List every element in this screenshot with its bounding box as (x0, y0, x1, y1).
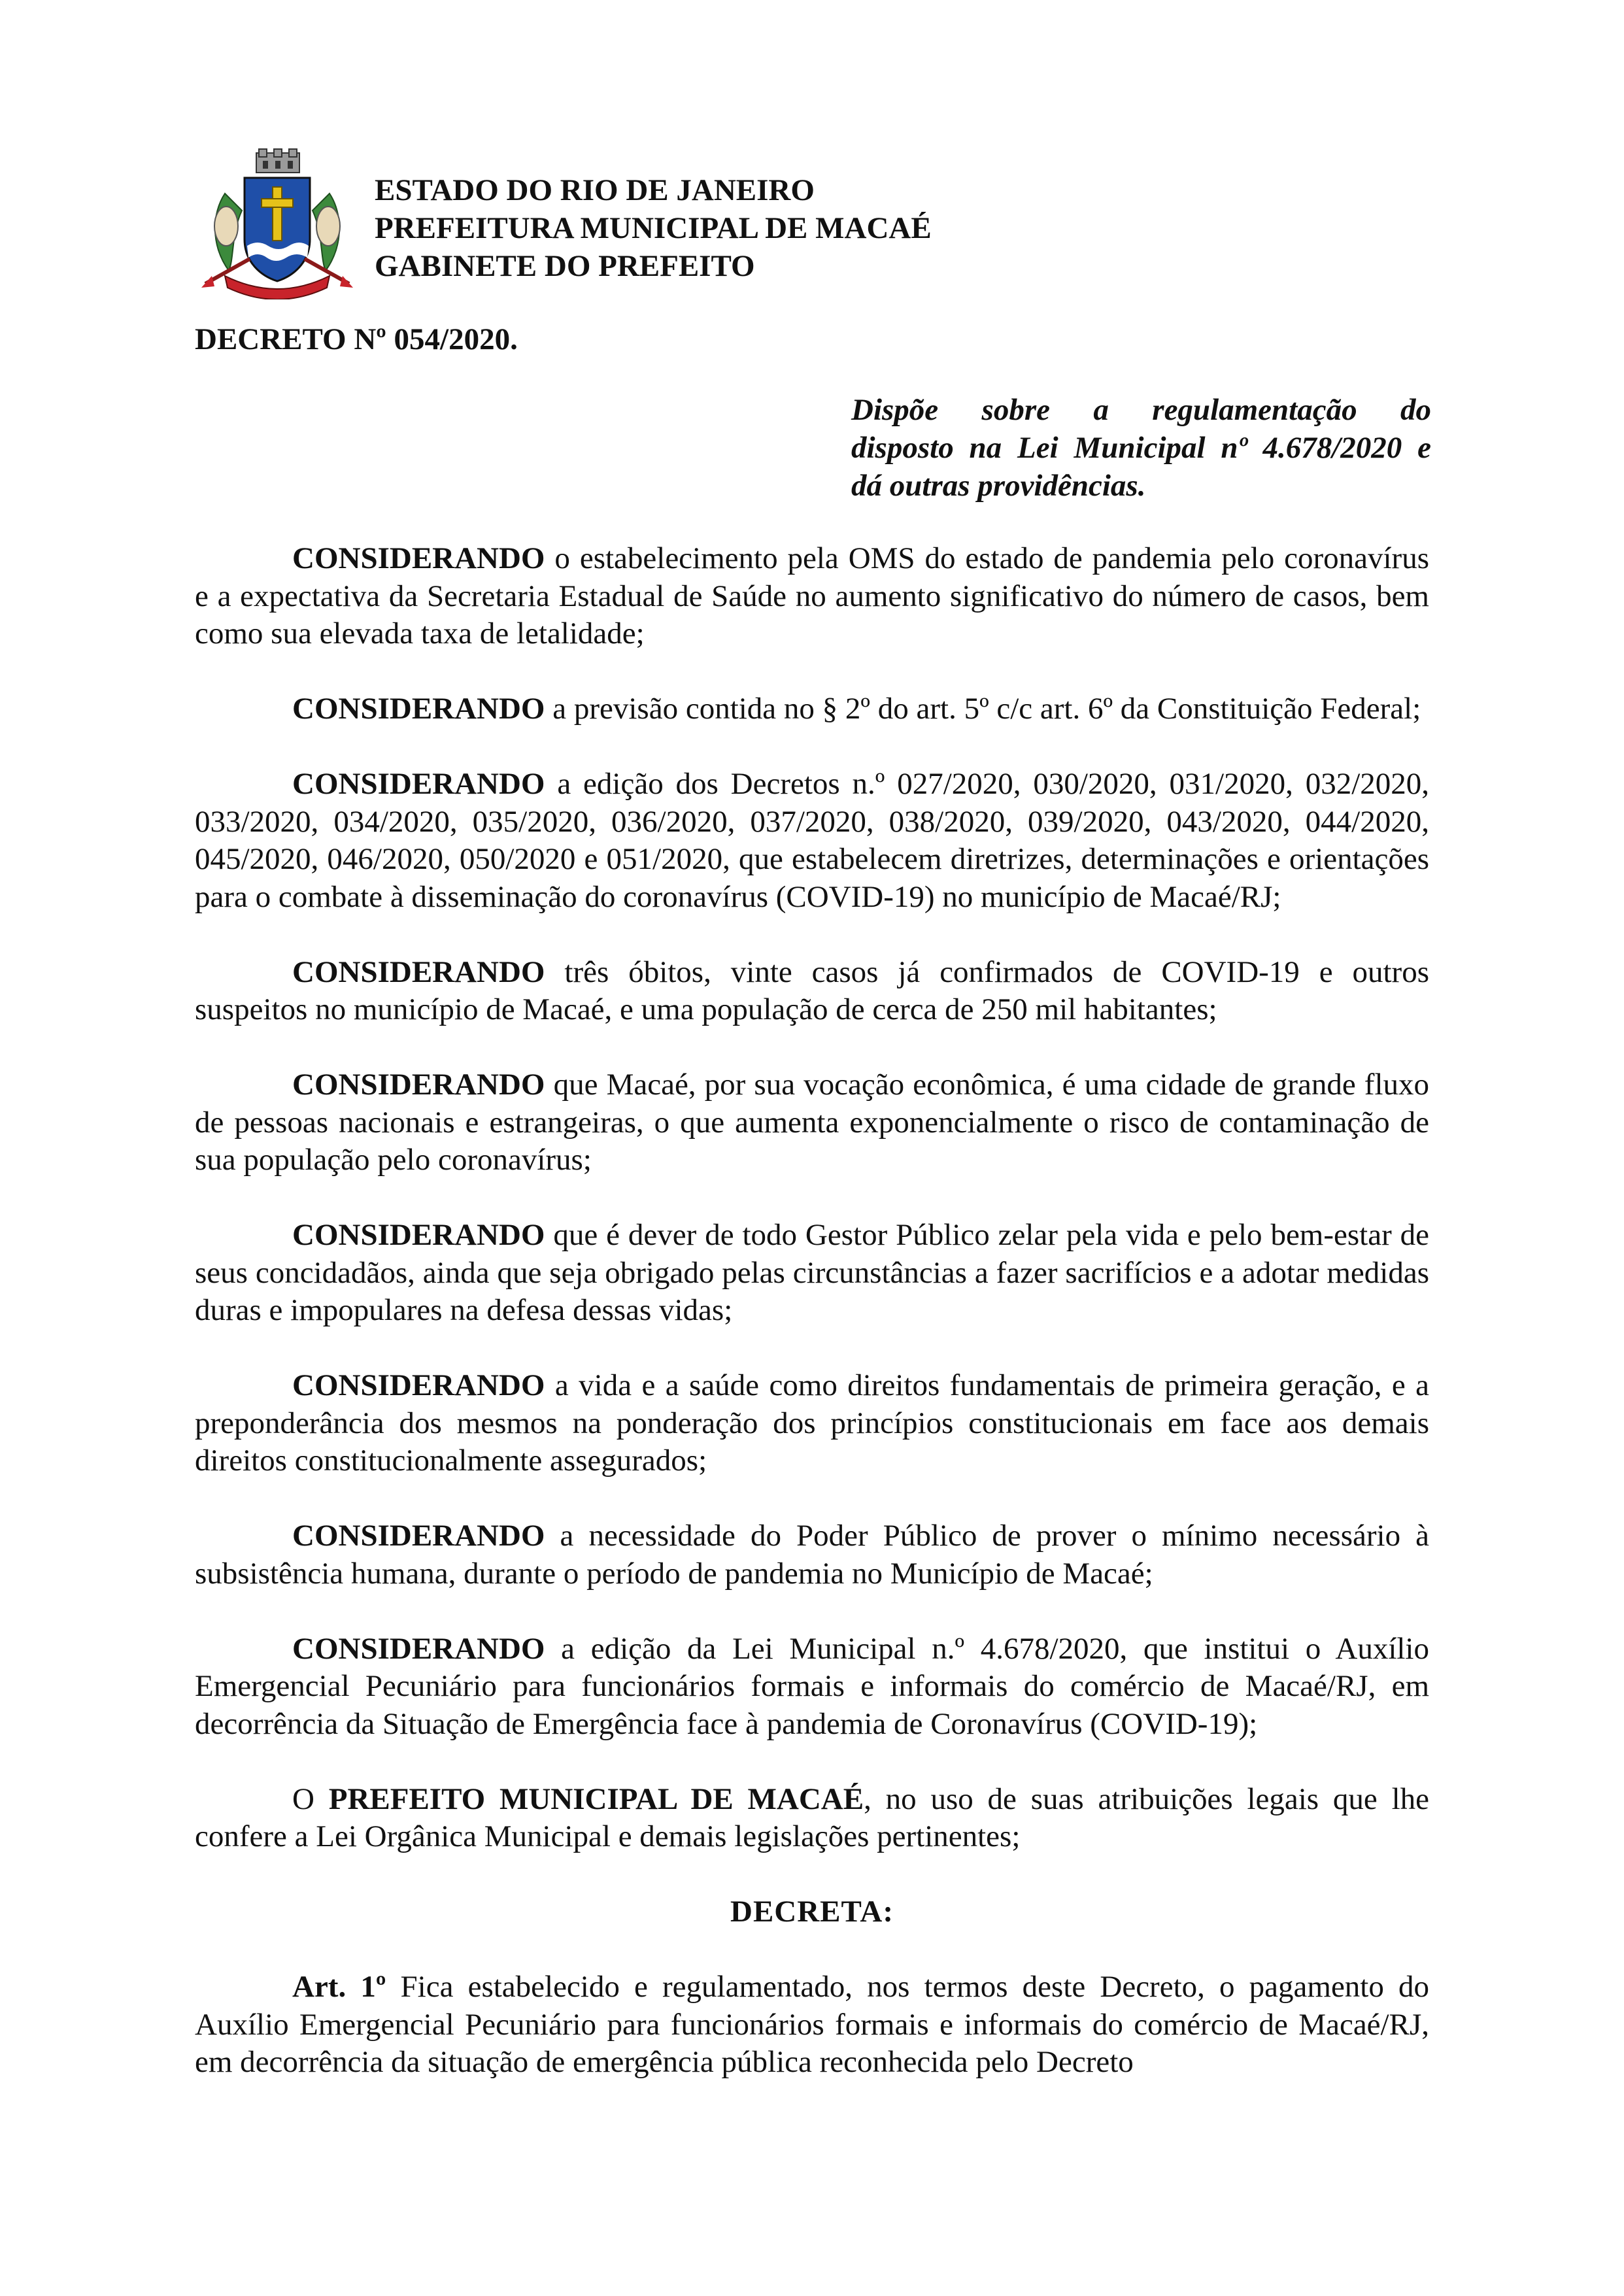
paragraph-text: o estabelecimento pela OMS do estado de pandemia pelo coronavírus e a expectativa da Secretaria Estadual de Saúde no aumento significativo do número de casos, bem como sua elevada taxa de letalidade; (195, 541, 1429, 650)
paragraph-text: que é dever de todo Gestor Público zelar pela vida e pelo bem-estar de seus concidadãos, ainda que seja obrigado pelas circunstâncias a fazer sacrifícios e a adotar medidas duras e impopulares na defesa dessas vidas; (195, 1218, 1429, 1327)
considerando-paragraph (195, 1517, 1429, 1593)
header-state: ESTADO DO RIO DE JANEIRO (375, 173, 815, 207)
considerando-paragraph (195, 540, 1429, 653)
considerando-paragraph (195, 690, 1429, 728)
ementa-line: disposto na Lei Municipal nº 4.678/2020 e (851, 431, 1431, 465)
article-1 (195, 1968, 1429, 2082)
header-cabinet: GABINETE DO PREFEITO (375, 249, 755, 283)
document-header (375, 171, 932, 285)
coat-of-arms-icon (199, 148, 356, 299)
paragraph-lead: CONSIDERANDO (292, 954, 545, 989)
considerando-paragraph (195, 1630, 1429, 1744)
paragraph-lead: CONSIDERANDO (292, 1368, 545, 1402)
paragraph-text: que Macaé, por sua vocação econômica, é uma cidade de grande fluxo de pessoas nacionais e estrangeiras, o que aumenta exponencialmente o risco de contaminação de sua população pelo coronavírus; (195, 1068, 1429, 1177)
paragraph-lead: CONSIDERANDO (292, 1519, 545, 1553)
mayor-paragraph (195, 1781, 1429, 1856)
paragraph-lead: CONSIDERANDO (292, 1068, 545, 1102)
article-lead: Art. 1º (292, 1970, 386, 2004)
paragraph-text: a necessidade do Poder Público de prover o mínimo necessário à subsistência humana, durante o período de pandemia no Município de Macaé; (195, 1519, 1429, 1591)
article-text: Fica estabelecido e regulamentado, nos termos deste Decreto, o pagamento do Auxílio Emergencial Pecuniário para funcionários formais e informais do comércio de Macaé/RJ, em decorrência da situação de emergência pública reconhecida pelo Decreto (195, 1970, 1430, 2079)
ementa-line: Dispõe sobre a regulamentação do (851, 393, 1431, 427)
paragraph-lead: CONSIDERANDO (292, 1218, 545, 1252)
paragraph-lead: CONSIDERANDO (292, 1631, 545, 1666)
decree-number: DECRETO Nº 054/2020. (195, 322, 518, 356)
paragraph-text: a previsão contida no § 2º do art. 5º c/c art. 6º da Constituição Federal; (545, 692, 1421, 726)
paragraph-pre: O (292, 1781, 329, 1816)
decreta-heading: DECRETA: (730, 1895, 894, 1929)
paragraph-text: três óbitos, vinte casos já confirmados de COVID-19 e outros suspeitos no município de Macaé, e uma população de cerca de 250 mil habitantes; (195, 954, 1429, 1026)
considerando-paragraph (195, 766, 1429, 916)
ementa (851, 391, 1431, 505)
ementa-line: dá outras providências. (851, 469, 1146, 503)
document-body (195, 540, 1429, 2119)
considerando-paragraph (195, 1217, 1429, 1330)
paragraph-text: a vida e a saúde como direitos fundamentais de primeira geração, e a preponderância dos mesmos na ponderação dos princípios constitucionais em face aos demais direitos constitucionalmente assegurados; (195, 1368, 1429, 1477)
considerando-paragraph (195, 1367, 1429, 1480)
paragraph-lead: CONSIDERANDO (292, 541, 545, 575)
paragraph-lead: CONSIDERANDO (292, 767, 545, 801)
considerando-paragraph (195, 1066, 1429, 1179)
paragraph-text: a edição dos Decretos n.º 027/2020, 030/2020, 031/2020, 032/2020, 033/2020, 034/2020, 035/2020, 036/2020, 037/2020, 038/2020, 039/2020, 043/2020, 044/2020, 045/2020, 046/2020, 050/2020 e 051/2020, que estabelecem diretrizes, determinações e orientações para o combate à disseminação do coronavírus (COVID-19) no município de Macaé/RJ; (195, 767, 1429, 914)
paragraph-lead: PREFEITO MUNICIPAL DE MACAÉ (328, 1781, 864, 1816)
header-prefecture: PREFEITURA MUNICIPAL DE MACAÉ (375, 211, 932, 245)
paragraph-text: a edição da Lei Municipal n.º 4.678/2020, que institui o Auxílio Emergencial Pecuniário para funcionários formais e informais do comércio de Macaé/RJ, em decorrência da Situação de Emergência face à pandemia de Coronavírus (COVID-19); (195, 1631, 1429, 1741)
paragraph-lead: CONSIDERANDO (292, 692, 545, 726)
considerando-paragraph (195, 954, 1429, 1029)
paragraph-text: , no uso de suas atribuições legais que lhe confere a Lei Orgânica Municipal e demais legislações pertinentes; (195, 1781, 1429, 1853)
